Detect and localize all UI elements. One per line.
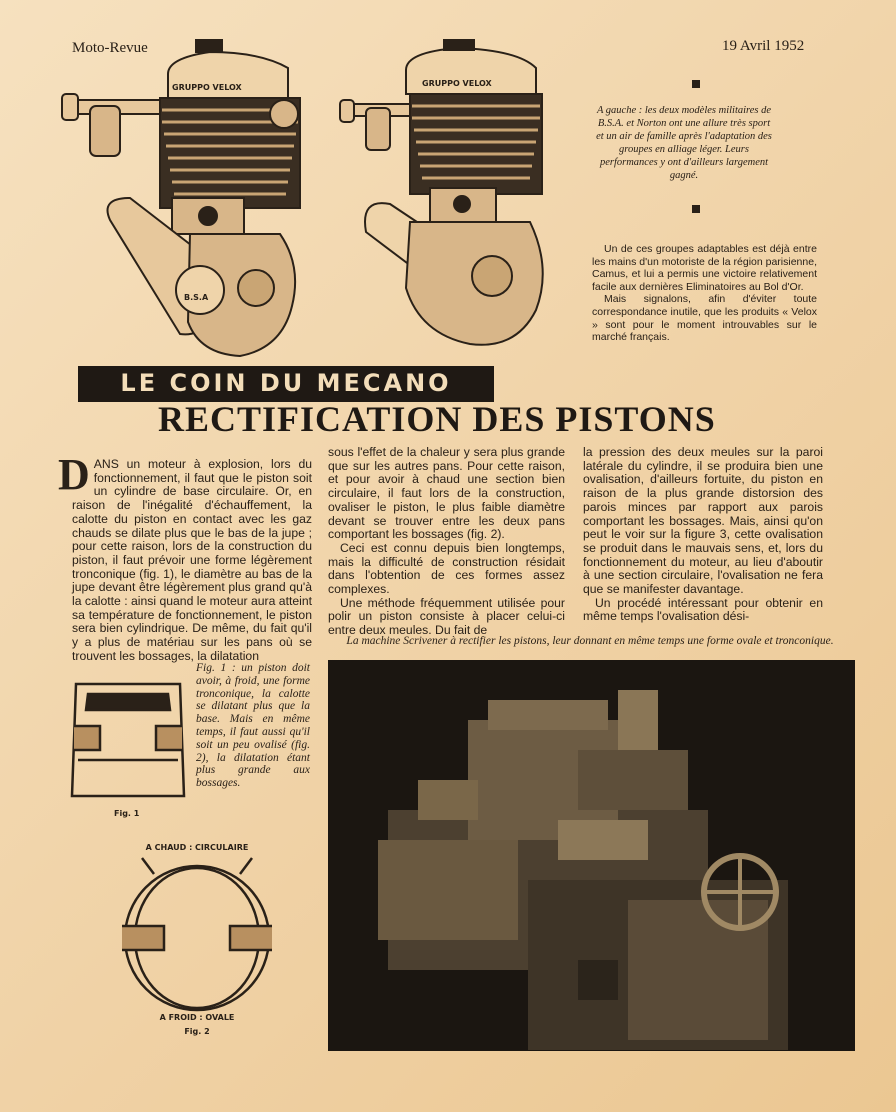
fig1-caption: Fig. 1 : un piston doit avoir, à froid, une forme tronconique, la calotte se dilatant plus que la base. Mais en même temps, il faut aussi qu'il soit un peu ovalisé (fig. 2), la dilatation étant plus grande aux bossages.	[196, 662, 310, 790]
engine-illustrations	[60, 38, 580, 363]
article-column-2	[328, 446, 565, 638]
article-column-1	[58, 450, 312, 664]
issue-date: 19 Avril 1952	[722, 38, 805, 54]
article-paragraph: DANS un moteur à explosion, lors du fonctionnement, il faut que le piston soit un cylindre de base circulaire. Or, en raison de l'inégalité d'échauffement, la calotte du piston en contact avec les gaz chauds se dilate plus que le bas de la jupe ; pour cette raison, lors de la construction du piston, il faut prévoir une forme légèrement tronconique (fig. 1), le diamètre au bas de la jupe devant être légèrement plus grand qu'à la calotte : ainsi quand le moteur aura atteint sa température de fonctionnement, le piston sera bien cylindrique. De même, du fait qu'il y a plus de matériau sur les pans où se trouvent les bossages, la dilatation	[58, 450, 312, 663]
fig1-label: Fig. 1	[114, 809, 140, 818]
section-title: LE COIN DU MECANO	[120, 369, 452, 397]
magazine-name: Moto-Revue	[72, 40, 148, 56]
fig1-piston-diagram	[66, 670, 190, 820]
drop-cap: D	[58, 450, 90, 499]
separator-square-top	[692, 80, 700, 88]
side-paragraph: Mais signalons, afin d'éviter toute correspondance inutile, que les produits « Velox » sont pour le moment introuvables sur le marché français.	[592, 293, 817, 344]
separator-square-bottom	[692, 205, 700, 213]
article-title: RECTIFICATION DES PISTONS	[158, 399, 716, 439]
left-engine-head-label: GRUPPO VELOX	[172, 83, 242, 92]
velox-side-article	[592, 243, 817, 344]
article-paragraph: Un procédé intéressant pour obtenir en même temps l'ovalisation dési-	[583, 595, 823, 624]
article-column-3	[583, 446, 823, 624]
article-paragraph: Une méthode fréquemment utilisée pour polir un piston consiste à placer celui-ci entre deux meules. Du fait de	[328, 595, 565, 638]
fig2-cold-label: A FROID : OVALE	[159, 1013, 235, 1022]
article-paragraph: la pression des deux meules sur la paroi latérale du cylindre, il se produira bien une ovalisation, d'ailleurs fortuite, du piston en raison de la plus grande distorsion des parois minces par rapport aux parois comportant les bossages. Mais, ainsi qu'on peut le voir sur la figure 3, cette ovalisation se produit dans le mauvais sens, et, lors du fonctionnement du moteur, au lieu d'aboutir à une section circulaire, l'ovalisation ne fera que se manifester davantage.	[583, 445, 823, 597]
engines-caption: A gauche : les deux modèles militaires de B.S.A. et Norton ont une allure très sport et un air de famille après l'adaptation des groupes en alliage léger. Leurs performances y ont d'ailleurs largement gagné.	[596, 105, 772, 181]
article-paragraph: sous l'effet de la chaleur y sera plus grande que sur les autres pans. Pour cette raison, et pour avoir à chaud une section bien circulaire, il faut lors de la construction, ovaliser le piston, le plus faible diamètre devant se trouver entre les deux pans comportant les bossages (fig. 2).	[328, 445, 565, 542]
side-paragraph: Un de ces groupes adaptables est déjà entre les mains d'un motoriste de la région parisienne, Camus, et lui a permis une victoire relativement facile aux dernières Eliminatoires au Bol d'Or.	[592, 243, 817, 293]
article-paragraph: Ceci est connu depuis bien longtemps, mais la difficulté de construction résidait dans l'obtention de ces formes assez complexes.	[328, 540, 565, 597]
fig2-section-diagram	[102, 838, 292, 1038]
fig2-hot-label: A CHAUD : CIRCULAIRE	[145, 843, 249, 852]
left-engine-case-label: B.S.A	[184, 293, 209, 302]
photo-caption: La machine Scrivener à rectifier les pistons, leur donnant en même temps une forme ovale et tronconique.	[346, 635, 834, 647]
scrivener-machine-photo	[328, 660, 855, 1051]
right-engine-head-label: GRUPPO VELOX	[422, 79, 492, 88]
machine-illustration	[328, 660, 855, 1051]
fig2-label: Fig. 2	[184, 1027, 210, 1036]
